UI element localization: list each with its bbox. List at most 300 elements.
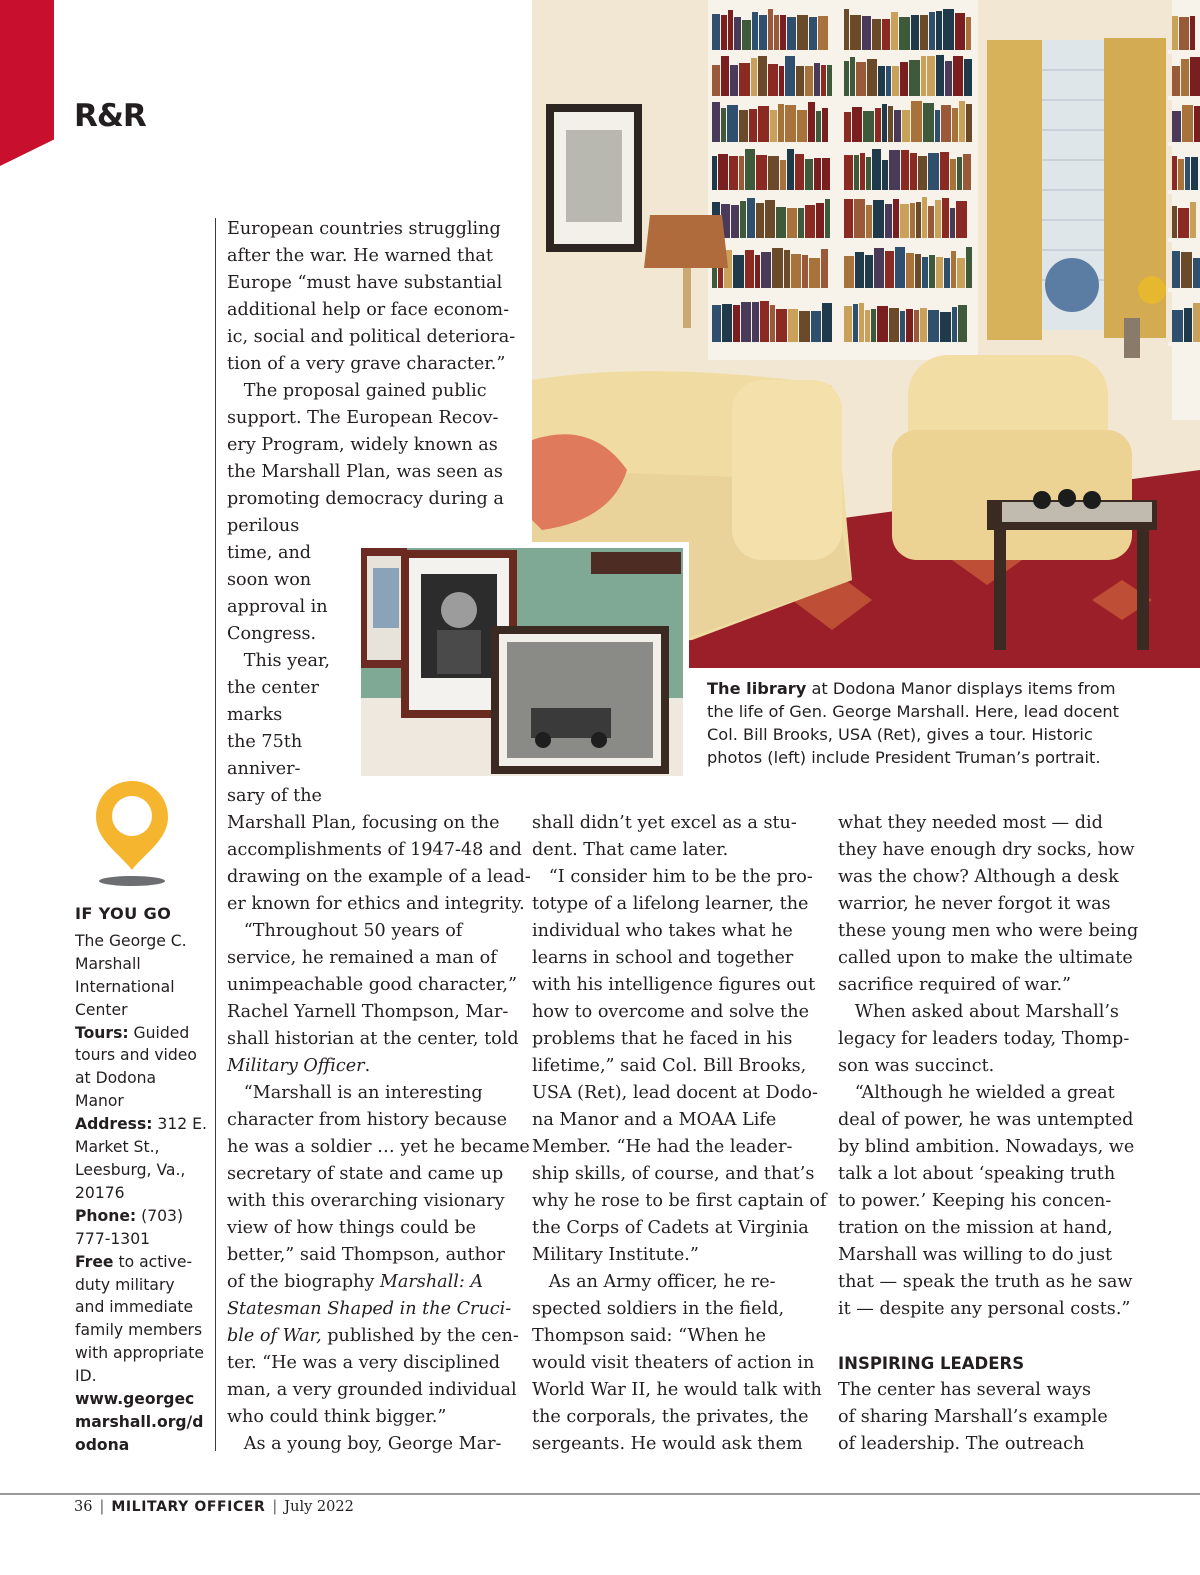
book-spine: [776, 309, 787, 342]
book-spine: [944, 258, 950, 288]
book-spine: [920, 15, 928, 50]
book-spine: [758, 106, 769, 142]
book-spine: [882, 19, 890, 50]
book-spine: [787, 208, 797, 238]
article-line: shall historian at the center, told: [227, 1029, 519, 1049]
book-spine: [751, 58, 757, 96]
article-line: marks: [227, 705, 283, 725]
book-spine: [805, 205, 815, 238]
shelf-board: [840, 142, 976, 146]
book-spine: [791, 254, 801, 288]
book-spine: [1178, 159, 1184, 190]
article-line: sacrifice required of war.”: [838, 975, 1072, 995]
book-spine: [844, 112, 851, 142]
book-spine: [758, 56, 767, 96]
book-spine: [918, 156, 927, 190]
book-spine: [889, 150, 900, 190]
book-spine: [739, 63, 750, 96]
article-line: the 75th: [227, 732, 303, 752]
book-spine: [1193, 303, 1200, 342]
book-spine: [814, 158, 821, 190]
book-spine: [1172, 310, 1183, 342]
footer-separator: |: [272, 1499, 278, 1515]
book-spine: [728, 10, 733, 50]
book-spine: [940, 152, 949, 190]
article-line: accomplishments of 1947-48 and: [227, 840, 522, 860]
book-spine: [850, 15, 861, 50]
book-spine: [877, 306, 888, 342]
article-line: ter. “He was a very disciplined: [227, 1353, 500, 1373]
book-spine: [805, 159, 813, 190]
book-spine: [739, 156, 744, 190]
caption-text: at Dodona Manor displays items from the life of Gen. George Marshall. Here, lead docent Col. Bill Brooks, USA (Ret), gives a tour. Historic photos (left) include President Truman’s portrait.: [707, 679, 1120, 767]
book-spine: [860, 153, 865, 190]
book-spine: [935, 110, 940, 142]
book-spine: [964, 59, 972, 96]
sidebar-tours: [75, 1022, 207, 1114]
shelf-board: [840, 342, 976, 346]
book-spine: [778, 104, 784, 142]
book-spine: [844, 199, 853, 238]
article-line: to power.’ Keeping his concen-: [838, 1191, 1112, 1211]
article-line: soon won: [227, 570, 312, 590]
book-spine: [718, 154, 728, 190]
book-spine: [1172, 66, 1180, 96]
sidebar-heading: IF YOU GO: [75, 904, 172, 923]
article-line: Military Officer.: [227, 1056, 371, 1076]
article-line: Rachel Yarnell Thompson, Mar-: [227, 1002, 509, 1022]
book-spine: [745, 250, 754, 288]
shelf-board: [1168, 190, 1200, 194]
article-line: why he rose to be first captain of: [532, 1191, 827, 1211]
shelf-board: [840, 96, 976, 100]
book-spine: [712, 156, 717, 190]
book-spine: [755, 255, 760, 288]
shelf-board: [708, 96, 836, 100]
page-number: 36: [74, 1499, 93, 1515]
book-spine: [878, 66, 885, 96]
article-line: time, and: [227, 543, 312, 563]
article-line: support. The European Recov-: [227, 408, 499, 428]
article-line: dent. That came later.: [532, 840, 729, 860]
book-spine: [855, 252, 864, 288]
book-spine: [951, 251, 956, 288]
sidebar-url-link[interactable]: www.georgecmarshall.org/dodona: [75, 1390, 204, 1454]
book-spine: [850, 57, 855, 96]
free-label: Free: [75, 1252, 114, 1271]
book-spine: [799, 311, 810, 342]
article-line: it — despite any personal costs.”: [838, 1299, 1131, 1319]
footer-rule: [0, 1493, 1200, 1495]
book-spine: [827, 65, 832, 96]
book-spine: [727, 105, 738, 142]
article-line: er known for ethics and integrity.: [227, 894, 525, 914]
book-spine: [915, 254, 921, 288]
book-spine: [916, 202, 921, 238]
book-spine: [928, 153, 939, 190]
article-line: individual who takes what he: [532, 921, 793, 941]
section-subheading: INSPIRING LEADERS: [838, 1354, 1025, 1373]
book-spine: [756, 203, 764, 238]
book-spine: [956, 201, 967, 238]
book-spine: [784, 250, 790, 288]
book-spine: [1172, 156, 1177, 190]
article-line: that — speak the truth as he saw: [838, 1272, 1133, 1292]
book-spine: [733, 255, 744, 288]
caption-lead: The library: [707, 679, 807, 698]
book-spine: [752, 12, 758, 50]
book-spine: [759, 15, 767, 50]
book-spine: [821, 65, 826, 96]
shelf-board: [708, 288, 836, 292]
article-line: The proposal gained public: [227, 381, 487, 401]
shelf-board: [1168, 288, 1200, 292]
book-spine: [914, 310, 919, 342]
article-line: Marshall was willing to do just: [838, 1245, 1113, 1265]
book-spine: [742, 20, 751, 50]
shelf-board: [1168, 96, 1200, 100]
book-spine: [945, 61, 952, 96]
book-spine: [885, 251, 894, 288]
book-spine: [816, 111, 821, 142]
book-spine: [955, 13, 965, 50]
book-spine: [721, 56, 729, 96]
book-spine: [900, 311, 905, 342]
article-line: tion of a very grave character.”: [227, 354, 506, 374]
book-spine: [935, 200, 941, 238]
book-spine: [1190, 16, 1195, 50]
article-line: after the war. He warned that: [227, 246, 493, 266]
article-line: would visit theaters of action in: [532, 1353, 815, 1373]
book-spine: [936, 11, 942, 50]
article-line: legacy for leaders today, Thomp-: [838, 1029, 1130, 1049]
book-spine: [721, 108, 726, 142]
article-line: drawing on the example of a lead-: [227, 867, 531, 887]
phone-label: Phone:: [75, 1206, 137, 1225]
article-line: tration on the mission at hand,: [838, 1218, 1113, 1238]
book-spine: [882, 160, 888, 190]
book-spine: [966, 104, 972, 142]
article-line: European countries struggling: [227, 219, 501, 239]
book-spine: [950, 208, 955, 238]
magazine-name: MILITARY OFFICER: [111, 1499, 266, 1515]
article-line: they have enough dry socks, how: [838, 840, 1135, 860]
book-spine: [770, 305, 775, 342]
shelf-board: [840, 288, 976, 292]
book-spine: [1179, 17, 1189, 50]
article-line: service, he remained a man of: [227, 948, 497, 968]
article-line: Congress.: [227, 624, 317, 644]
article-line: “I consider him to be the pro-: [532, 867, 813, 887]
book-spine: [854, 155, 859, 190]
shelf-board: [1168, 238, 1200, 242]
article-line: deal of power, he was untempted: [838, 1110, 1134, 1130]
article-line: ery Program, widely known as: [227, 435, 498, 455]
book-spine: [852, 107, 862, 142]
book-spine: [788, 309, 798, 342]
book-spine: [844, 306, 852, 342]
book-spine: [891, 12, 898, 50]
book-spine: [856, 62, 866, 96]
article-line: the corporals, the privates, the: [532, 1407, 809, 1427]
book-spine: [957, 157, 962, 190]
book-spine: [809, 258, 820, 288]
column-1-top: [227, 216, 527, 810]
book-spine: [752, 302, 759, 342]
book-spine: [941, 105, 951, 142]
book-spine: [911, 15, 919, 50]
book-spine: [866, 205, 872, 238]
book-spine: [844, 155, 853, 190]
book-spine: [785, 56, 795, 96]
issue-date: July 2022: [284, 1499, 354, 1515]
book-spine: [866, 157, 871, 190]
book-spine: [822, 303, 832, 342]
book-spine: [959, 101, 965, 142]
book-spine: [787, 149, 794, 190]
book-spine: [712, 14, 720, 50]
book-spine: [1172, 251, 1180, 288]
book-spine: [942, 198, 949, 238]
book-spine: [809, 17, 817, 50]
book-spine: [739, 110, 748, 142]
article-line: ship skills, of course, and that’s: [532, 1164, 815, 1184]
article-line: spected soldiers in the field,: [532, 1299, 785, 1319]
article-line: learns in school and together: [532, 948, 794, 968]
book-spine: [798, 208, 804, 238]
shelf-board: [1168, 142, 1200, 146]
article-line: “Although he wielded a great: [838, 1083, 1115, 1103]
book-spine: [749, 109, 757, 142]
book-spine: [892, 66, 899, 96]
book-spine: [1190, 57, 1200, 96]
book-spine: [712, 65, 720, 96]
article-line: This year,: [227, 651, 331, 671]
book-spine: [911, 101, 922, 142]
sidebar-admission: [75, 1251, 207, 1388]
article-line: the Marshall Plan, was seen as: [227, 462, 503, 482]
book-spine: [886, 66, 891, 96]
book-spine: [768, 9, 773, 50]
book-spine: [844, 256, 854, 288]
book-spine: [772, 248, 783, 288]
book-spine: [950, 159, 956, 190]
shelf-board: [840, 190, 976, 194]
book-spine: [797, 110, 807, 142]
article-line: problems that he faced in his: [532, 1029, 793, 1049]
book-spine: [795, 154, 804, 190]
article-line: was the chow? Although a desk: [838, 867, 1119, 887]
shelf-board: [708, 238, 836, 242]
shelf-board: [1168, 50, 1200, 54]
article-line: man, a very grounded individual: [227, 1380, 517, 1400]
book-spine: [825, 199, 830, 238]
article-line: of leadership. The outreach: [838, 1434, 1085, 1454]
tours-value: Guided tours and video at Dodona Manor: [75, 1023, 197, 1111]
article-line: When asked about Marshall’s: [838, 1002, 1119, 1022]
book-spine: [780, 15, 786, 50]
book-spine: [761, 252, 771, 288]
book-spine: [1190, 202, 1196, 238]
book-spine: [906, 253, 914, 288]
book-spine: [940, 312, 951, 342]
article-line: how to overcome and solve the: [532, 1002, 809, 1022]
book-spine: [936, 257, 943, 288]
book-spine: [921, 56, 926, 96]
book-spine: [1191, 157, 1198, 190]
article-line: talk a lot about ‘speaking truth: [838, 1164, 1116, 1184]
article-line: warrior, he never forgot it was: [838, 894, 1111, 914]
book-spine: [741, 302, 751, 342]
article-line: ic, social and political deteriora-: [227, 327, 516, 347]
book-spine: [943, 9, 954, 50]
book-spine: [745, 149, 755, 190]
column-1-bottom: [227, 810, 531, 1458]
book-spine: [1172, 16, 1178, 50]
article-line: “Marshall is an interesting: [227, 1083, 483, 1103]
article-line: the Corps of Cadets at Virginia: [532, 1218, 809, 1238]
book-spine: [1184, 308, 1192, 342]
book-spine: [802, 255, 808, 288]
book-spine: [871, 309, 876, 342]
article-line: what they needed most — did: [838, 813, 1103, 833]
book-spine: [963, 154, 971, 190]
book-spine: [774, 15, 779, 50]
sidebar-venue: The George C. Marshall International Center: [75, 931, 187, 1019]
article-line: he was a soldier … yet he became: [227, 1137, 530, 1157]
book-spine: [712, 102, 720, 142]
book-spine: [730, 65, 738, 96]
article-line: of sharing Marshall’s example: [838, 1407, 1108, 1427]
article-line: Thompson said: “When he: [532, 1326, 767, 1346]
shelf-board: [708, 342, 836, 346]
book-spine: [875, 108, 881, 142]
book-spine: [1172, 206, 1177, 238]
book-spine: [780, 160, 786, 190]
book-spine: [816, 203, 824, 238]
book-spine: [928, 310, 939, 342]
book-spine: [756, 155, 767, 190]
book-spine: [768, 64, 778, 96]
book-spine: [873, 200, 884, 238]
book-spine: [854, 199, 865, 238]
book-spine: [722, 304, 732, 342]
book-spine: [928, 206, 934, 238]
article-line: the center: [227, 678, 319, 698]
book-spine: [1182, 105, 1193, 142]
book-spine: [927, 56, 935, 96]
book-spine: [952, 307, 957, 342]
book-spine: [910, 153, 917, 190]
footer-separator: |: [99, 1499, 105, 1515]
article-line: view of how things could be: [227, 1218, 477, 1238]
article-line: shall didn’t yet excel as a stu-: [532, 813, 797, 833]
article-line: na Manor and a MOAA Life: [532, 1110, 777, 1130]
book-spine: [966, 247, 972, 288]
article-line: called upon to make the ultimate: [838, 948, 1133, 968]
tours-label: Tours:: [75, 1023, 129, 1042]
book-spine: [888, 106, 893, 142]
article-line: of the biography Marshall: A: [227, 1272, 484, 1292]
shelf-board: [1168, 342, 1200, 346]
shelf-board: [840, 238, 976, 242]
article-line: anniver-: [227, 759, 301, 779]
book-spine: [776, 207, 786, 238]
book-spine: [923, 103, 934, 142]
book-spine: [957, 258, 965, 288]
book-spine: [853, 304, 858, 342]
article-line: The center has several ways: [838, 1380, 1092, 1400]
book-spine: [872, 19, 881, 50]
book-spine: [929, 12, 935, 50]
book-spine: [1178, 208, 1189, 238]
book-spine: [768, 156, 779, 190]
photo-caption: [707, 677, 1127, 769]
book-spine: [805, 66, 813, 96]
address-label: Address:: [75, 1115, 153, 1134]
book-spine: [952, 108, 958, 142]
book-spine: [787, 17, 796, 50]
book-spine: [747, 198, 755, 238]
article-line: perilous: [227, 516, 300, 536]
book-spine: [922, 197, 927, 238]
article-line: character from history because: [227, 1110, 508, 1130]
book-spine: [721, 15, 727, 50]
sidebar-divider: [215, 218, 216, 1451]
book-spine: [922, 257, 928, 288]
book-spine: [882, 104, 887, 142]
article-line: promoting democracy during a: [227, 489, 504, 509]
section-corner-tab: [0, 0, 54, 166]
shelf-board: [708, 50, 836, 54]
book-spine: [874, 248, 884, 288]
article-line: unimpeachable good character,”: [227, 975, 517, 995]
book-spine: [889, 308, 899, 342]
book-spine: [894, 110, 901, 142]
shelf-board: [708, 190, 836, 194]
book-spine: [729, 156, 738, 190]
book-spine: [731, 205, 739, 238]
book-spine: [1185, 157, 1190, 190]
article-line: additional help or face econom-: [227, 300, 510, 320]
article-line: Europe “must have substantial: [227, 273, 503, 293]
book-spine: [821, 249, 828, 288]
book-spine: [1181, 252, 1192, 288]
book-spine: [844, 9, 849, 50]
sidebar-address: [75, 1113, 207, 1205]
book-spine: [906, 309, 913, 342]
article-line: ble of War, published by the cen-: [227, 1326, 519, 1346]
shelf-board: [840, 50, 976, 54]
article-line: “Throughout 50 years of: [227, 921, 463, 941]
book-spine: [1181, 59, 1189, 96]
article-line: sary of the: [227, 786, 322, 806]
book-spine: [811, 311, 821, 342]
book-spine: [865, 310, 870, 342]
article-line: Military Institute.”: [532, 1245, 699, 1265]
book-spine: [863, 111, 874, 142]
article-line: son was succinct.: [838, 1056, 995, 1076]
article-line: by blind ambition. Nowadays, we: [838, 1137, 1135, 1157]
column-3: [838, 810, 1138, 1458]
book-spine: [1172, 111, 1181, 142]
free-value: to active-duty military and immediate family members with appropriate ID.: [75, 1252, 204, 1386]
book-spine: [909, 60, 920, 96]
book-spine: [814, 63, 820, 96]
article-line: with this overarching visionary: [227, 1191, 505, 1211]
book-spine: [808, 102, 815, 142]
location-pin-icon: [93, 778, 171, 894]
